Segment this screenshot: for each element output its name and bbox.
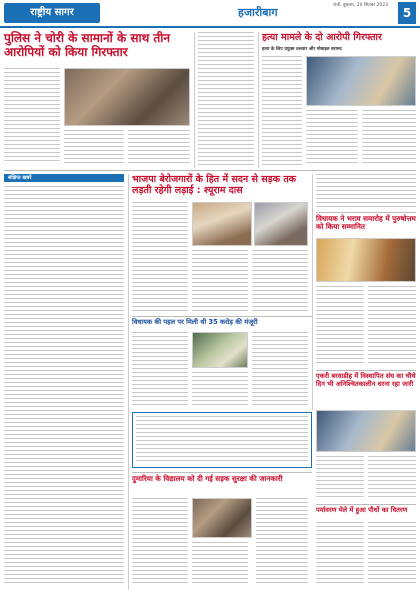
middle-column-text [198,32,254,168]
brief-news-label: संक्षिप्त खबरें [4,174,124,182]
story-7-body-col-2 [368,522,416,586]
story-5-photo [316,410,416,452]
story-6-photo [192,498,252,538]
page-number: 5 [398,2,416,24]
section-rule [132,316,312,317]
story-6-headline: दुमारिया के विद्यालय को दी गई सड़क सुरक्षा की जानकारी [132,474,283,483]
story-1-headline: पुलिस ने चोरी के सामानों के साथ तीन आरोपियों को किया गिरफ्तार [4,31,171,59]
story-1-photo [64,68,190,126]
brief-news-text [4,186,124,586]
column-rule [312,174,313,410]
story-6-body-col-3 [256,498,308,586]
story-3-body-col-1 [262,56,302,166]
story-8-body-col-2 [192,372,248,408]
story-6-body-col-2 [192,542,248,586]
section-rule [316,370,416,371]
masthead [0,0,420,28]
story-5-headline: एकरी बरवाडीह में विस्थापित संघ का चौथे दिन भी अनिश्चितकालीन धरना रहा जारी [316,372,416,388]
story-8-headline: विधायक की पहल पर मिली थी 35 करोड़ की मंजूरी [132,318,258,326]
story-7-headline: पर्यावरण मेले में हुआ पौधों का वितरण [316,506,408,514]
issue-date: रांची, बुधवार, 20 सितंबर 2023 [333,3,388,8]
story-7-body-col-1 [316,522,364,586]
story-4-body-col-2 [368,286,416,366]
boxed-story [132,412,312,468]
column-rule [194,32,195,168]
story-4-headline: विधायक ने भराव समारोह में पुरुषोत्तम को किया सम्मानित [316,214,416,232]
story-2-body-col-2 [192,250,248,312]
story-3-subhead: हत्या के लिए प्रयुक्त तलवार और मोबाइल बरामद [262,47,342,52]
story-2-body-col-1 [132,202,188,312]
story-3-body-col-2 [306,110,358,166]
section-rule [132,472,312,473]
story-2-headline: भाजपा बेरोजगारों के हित में सदन से सड़क तक लड़ती रहेगी लड़ाई : श्यूराम दास [132,174,297,196]
story-3-body-col-3 [362,110,416,166]
boxed-story-text [136,416,308,464]
section-rule [4,170,416,171]
story-2-photo-2 [254,202,308,246]
story-4-photo [316,238,416,282]
column-rule [128,174,129,590]
column-rule [258,32,259,168]
story-1-body-col-1 [4,68,60,164]
section-rule [316,212,416,213]
paper-name: राष्ट्रीय सागर [4,3,100,23]
story-3-photo [306,56,416,106]
story-5-body-col-1 [316,456,364,500]
story-1-body-col-2 [64,130,124,164]
story-1-body-col-3 [128,130,190,164]
story-2-photo-1 [192,202,252,246]
story-8-body-col-3 [252,332,308,408]
story-6-body-col-1 [132,498,188,586]
story-8-body-col-1 [132,332,188,408]
story-3-headline: हत्या मामले के दो आरोपी गिरफ्तार [262,32,382,43]
story-8-photo [192,332,248,368]
right-column-text [316,174,416,210]
city-name: हजारीबाग [238,6,278,19]
section-rule [316,504,416,505]
story-4-body-col-1 [316,286,364,366]
story-2-body-col-3 [252,250,308,312]
story-5-body-col-2 [368,456,416,500]
